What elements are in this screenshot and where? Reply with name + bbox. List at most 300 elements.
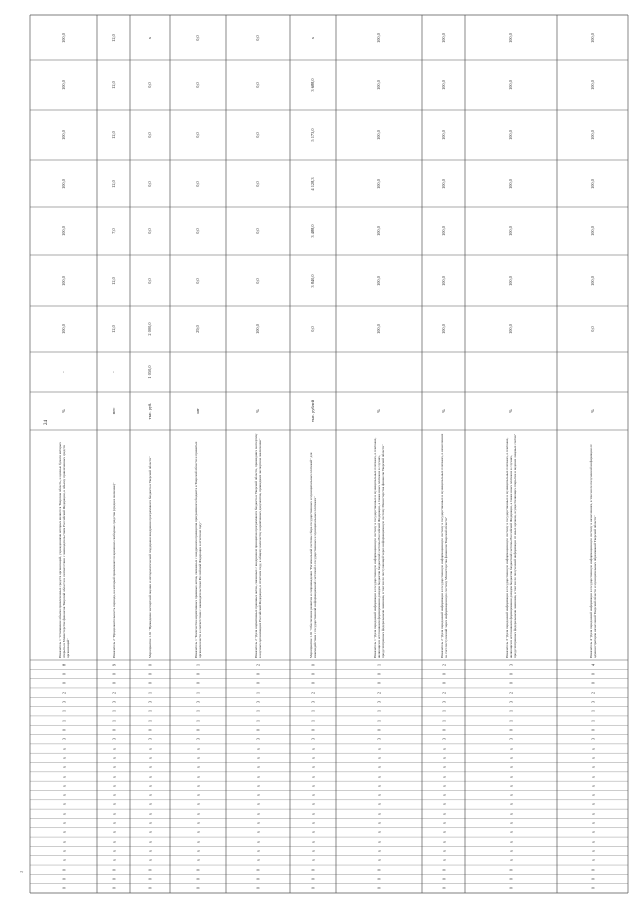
program-code-digit: 0: [195, 887, 201, 890]
year-value-cell-text: 100,0: [440, 275, 446, 286]
program-code-digit: x: [376, 756, 382, 759]
final-value-cell: [557, 15, 628, 60]
program-code-digit: 4: [590, 663, 595, 666]
year-value-cell: [557, 255, 628, 306]
year-value-cell-text: 100,0: [375, 275, 381, 286]
program-code-digit: x: [310, 840, 316, 843]
indicator-name-text: Мероприятие 1.01 "Обеспечение развития и сопровождения "Региональной системы сбора государственных и муниципальных платежей" для взаимодействия с государственной информационной системой о государственных и муниципальных платежах": [308, 452, 317, 658]
program-code-digit: 0: [376, 868, 382, 871]
program-code-digit: 0: [310, 682, 316, 685]
year-value-cell: [465, 160, 557, 207]
program-code-digit: x: [376, 766, 382, 769]
base-value-cell: [226, 352, 290, 392]
program-code-digit: x: [441, 859, 446, 862]
program-code-digit: x: [376, 784, 382, 787]
program-code-digit: 1: [195, 663, 201, 666]
indicator-name-text: Показатель 1 "Доля переданной информации в государственную информационную систему о государственных и муниципальных платежах, о платежах, являющихся источниками формирования доходов бюджетов бюджетной системы Российской Федерации, а также иных платежах в случаях, предусмотренных федеральными законами, в том числе поступающей через информационную систему Министерства финансов Тверской области": [372, 437, 386, 658]
program-code-digit: x: [195, 803, 201, 806]
year-value-cell-text: 0,0: [146, 82, 152, 88]
unit-cell: [336, 392, 422, 430]
year-value-cell-text: 100,0: [60, 178, 66, 189]
program-code-digit: x: [61, 747, 66, 750]
program-code-digit: 3: [195, 700, 201, 704]
program-code-digit: 1: [61, 710, 66, 713]
year-value-cell-text: 0,0: [194, 228, 200, 234]
program-code-digit: 0: [147, 663, 153, 666]
year-value-cell-text: 0,0: [194, 132, 200, 138]
program-code-digit: x: [255, 747, 261, 750]
program-code-digit: 3: [255, 700, 261, 704]
program-code-digit: x: [195, 840, 201, 843]
unit-cell: [290, 392, 336, 430]
year-value-cell-text: 100,0: [507, 275, 513, 286]
year-value-cell: [290, 110, 336, 160]
indicator-name-text: Показатель 4 "Доля переданной информации в государственную информационную систему о начислениях, в том числе полученной информации от администраторов начислений Тверской области и муниципальных образований Тверской области": [588, 444, 597, 658]
program-code-digit: x: [255, 794, 261, 797]
program-code-digit: x: [147, 803, 153, 806]
year-value-cell: [290, 60, 336, 110]
year-value-cell-text: 100,0: [375, 178, 381, 189]
program-code-digit: x: [441, 849, 446, 853]
program-code-digit: x: [508, 803, 514, 806]
program-code-digit: x: [147, 747, 153, 750]
final-value-cell: [30, 15, 97, 60]
year-value-cell: [336, 306, 422, 352]
unit-cell-text: тыс. руб.: [146, 402, 152, 420]
unit-cell-text: %: [507, 409, 513, 413]
year-value-cell-text: 0,0: [254, 82, 260, 88]
program-code-digit: x: [147, 840, 153, 843]
year-value-cell-text: 12,0: [110, 81, 116, 89]
year-value-cell-text: 12,0: [110, 131, 116, 139]
program-code-digit: 1: [376, 719, 382, 722]
year-value-cell-text: 100,0: [589, 80, 595, 90]
program-code-digit: x: [147, 821, 153, 825]
base-value-cell: [170, 352, 226, 392]
year-value-cell: [465, 207, 557, 255]
indicator-name: [290, 430, 336, 660]
program-code-digit: x: [590, 812, 595, 815]
program-code-digit: x: [147, 775, 153, 778]
program-code-digit: x: [255, 756, 261, 759]
base-value-cell: [465, 352, 557, 392]
program-code-digit: x: [310, 784, 316, 787]
year-value-cell-text: 0,0: [254, 132, 260, 138]
program-code-digit: 0: [376, 728, 382, 731]
program-code-digit: 0: [508, 682, 514, 685]
year-value-cell-text: 12,0: [110, 325, 116, 333]
program-code-digit: 0: [111, 877, 116, 881]
year-value-cell-text: 100,0: [507, 130, 513, 140]
program-code-digit: 3: [441, 738, 446, 741]
year-value-cell-text: 0,0: [194, 82, 200, 88]
program-code-digit: x: [61, 766, 66, 769]
program-code-digit: 0: [147, 728, 153, 731]
final-value-cell-text: 100,0: [507, 32, 513, 43]
unit-cell-text: %: [589, 409, 595, 413]
year-value-cell: [170, 306, 226, 352]
program-code-digit: 0: [61, 887, 66, 890]
program-code-digit: 3: [508, 700, 514, 704]
program-code-digit: 0: [195, 877, 201, 881]
year-value-cell: [422, 207, 465, 255]
unit-cell-text: %: [375, 409, 381, 413]
program-code-digit: 0: [590, 887, 595, 890]
year-value-cell: [465, 110, 557, 160]
unit-cell-text: %: [254, 409, 260, 413]
unit-cell: [557, 392, 628, 430]
program-code-digit: 1: [508, 719, 514, 722]
program-code-digit: x: [590, 859, 595, 862]
unit-cell-text: %: [440, 409, 446, 413]
program-code-digit: 0: [147, 877, 153, 881]
program-code-digit: 3: [376, 700, 382, 704]
program-code-digit: 0: [255, 682, 261, 685]
indicator-name-text: Показатель 2 "Доля нормативных правовых актов, связанных с внедрением принципов программного бюджета в Тверской области, прошедших экспертизу в научных организациях Российской Федерации, в отчетном году, к общему количеству нормативных документов, прошедших экспертное заключение": [253, 433, 262, 658]
program-code-digit: x: [111, 794, 116, 797]
year-value-cell-text: 29,0: [194, 325, 200, 333]
year-value-cell-text: 100,0: [440, 324, 446, 334]
program-code-digit: x: [376, 821, 382, 825]
program-code-digit: x: [255, 812, 261, 815]
program-code-digit: 3: [310, 738, 316, 741]
base-value-cell: [557, 352, 628, 392]
program-code-digit: 0: [255, 887, 261, 890]
program-code-digit: x: [590, 747, 595, 750]
year-value-cell: [170, 255, 226, 306]
program-code-digit: x: [441, 756, 446, 759]
indicator-name: [170, 430, 226, 660]
program-code-digit: x: [508, 859, 514, 862]
unit-cell-text: мес: [110, 407, 116, 415]
year-value-cell: [30, 255, 97, 306]
program-code-digit: x: [255, 803, 261, 806]
year-value-cell: [226, 207, 290, 255]
year-value-cell: [336, 60, 422, 110]
program-code-digit: x: [147, 831, 153, 834]
final-value-cell: [130, 15, 170, 60]
year-value-cell-text: 0,0: [146, 277, 152, 284]
program-code-digit: 1: [147, 691, 153, 694]
program-code-digit: 0: [590, 682, 595, 685]
program-code-digit: x: [111, 775, 116, 778]
final-value-cell: [290, 15, 336, 60]
program-code-digit: 3: [590, 700, 595, 704]
unit-cell: [30, 392, 97, 430]
program-code-digit: x: [61, 859, 66, 862]
unit-cell: [422, 392, 465, 430]
year-value-cell-text: 100,0: [254, 324, 260, 334]
year-value-cell-text: 100,0: [60, 130, 66, 140]
program-code-digit: x: [111, 859, 116, 862]
program-code-digit: x: [147, 849, 153, 853]
program-code-digit: x: [590, 849, 595, 853]
program-code-digit: 0: [441, 887, 446, 890]
year-value-cell: [557, 60, 628, 110]
program-code-digit: 0: [147, 682, 153, 685]
program-code-digit: 0: [310, 877, 316, 881]
final-value-cell-text: 12,0: [110, 33, 116, 42]
base-value-cell: [290, 352, 336, 392]
year-value-cell: [557, 110, 628, 160]
year-value-cell-text: 0,0: [254, 180, 260, 187]
program-code-digit: x: [441, 803, 446, 806]
program-code-digit: 0: [111, 728, 116, 731]
base-value-cell-text: 1 050,0: [146, 365, 152, 379]
year-value-cell: [30, 306, 97, 352]
year-value-cell: [336, 207, 422, 255]
program-code-digit: x: [590, 803, 595, 806]
year-value-cell-text: 100,0: [589, 178, 595, 189]
program-code-digit: x: [508, 812, 514, 815]
program-code-digit: 1: [310, 710, 316, 713]
program-code-digit: x: [111, 756, 116, 759]
program-code-digit: 0: [508, 868, 514, 871]
program-code-digit: 0: [508, 887, 514, 890]
year-value-cell-text: 4 128,3: [309, 176, 315, 191]
program-code-digit: x: [61, 756, 66, 759]
program-code-digit: x: [111, 840, 116, 843]
final-value-cell-text: 100,0: [589, 32, 595, 43]
program-code-digit: 1: [195, 691, 201, 694]
program-code-digit: x: [376, 831, 382, 834]
program-code-digit: x: [590, 821, 595, 825]
program-code-digit: 1: [255, 719, 261, 722]
unit-cell-text: шт: [194, 408, 200, 414]
program-code-digit: 1: [441, 710, 446, 713]
year-value-cell: [97, 255, 130, 306]
program-code-digit: 0: [255, 728, 261, 731]
program-code-digit: 0: [508, 877, 514, 881]
year-value-cell: [170, 160, 226, 207]
program-code-digit: x: [508, 747, 514, 750]
year-value-cell-text: 100,0: [589, 130, 595, 140]
program-code-digit: x: [61, 775, 66, 778]
year-value-cell: [97, 60, 130, 110]
unit-cell-text: %: [60, 409, 66, 413]
program-code-digit: x: [310, 766, 316, 769]
program-code-digit: 0: [61, 728, 66, 731]
program-code-digit: x: [590, 840, 595, 843]
program-code-digit: 1: [195, 719, 201, 722]
year-value-cell-text: 7,0: [110, 228, 116, 234]
program-code-digit: 3: [310, 700, 316, 704]
program-code-digit: 0: [310, 728, 316, 731]
program-code-digit: x: [508, 849, 514, 853]
program-code-digit: 0: [310, 663, 316, 666]
year-value-cell-text: 0,0: [254, 277, 260, 284]
year-value-cell-text: 100,0: [440, 178, 446, 189]
year-value-cell: [30, 60, 97, 110]
year-value-cell: [336, 255, 422, 306]
program-code-digit: x: [147, 794, 153, 797]
program-code-digit: 3: [61, 700, 66, 704]
program-code-digit: x: [255, 766, 261, 769]
program-code-digit: 3: [376, 738, 382, 741]
year-value-cell: [226, 110, 290, 160]
program-code-digit: x: [111, 831, 116, 834]
program-code-digit: 1: [255, 691, 261, 694]
program-code-digit: x: [590, 784, 595, 787]
program-code-digit: 0: [195, 682, 201, 685]
program-code-digit: 1: [147, 719, 153, 722]
program-code-digit: 3: [255, 738, 261, 741]
program-code-digit: x: [111, 849, 116, 853]
program-code-digit: x: [147, 784, 153, 787]
year-value-cell: [336, 160, 422, 207]
indicator-name-text: Показатель 2 "Доля переданной информации в государственную информационную систему о государственных и муниципальных платежах, о начислениях за счет поступлений через информационную систему Министерства финансов Тверской области": [439, 433, 448, 658]
program-code-digit: 1: [61, 719, 66, 722]
final-value-cell-text: x: [146, 36, 152, 39]
indicator-name: [465, 430, 557, 660]
program-code-digit: x: [61, 803, 66, 806]
program-code-digit: x: [441, 747, 446, 750]
year-value-cell: [30, 207, 97, 255]
year-value-cell: [130, 60, 170, 110]
program-code-digit: 1: [310, 719, 316, 722]
program-code-digit: 0: [310, 672, 316, 676]
program-code-digit: 0: [61, 877, 66, 881]
program-code-digit: 3: [508, 738, 514, 741]
program-code-digit: 0: [195, 672, 201, 676]
indicator-name: [130, 430, 170, 660]
program-code-digit: x: [376, 747, 382, 750]
program-code-digit: 0: [147, 868, 153, 871]
program-code-digit: x: [376, 775, 382, 778]
program-code-digit: x: [255, 775, 261, 778]
final-value-cell: [170, 15, 226, 60]
year-value-cell-text: 0,0: [309, 326, 315, 332]
program-code-digit: 0: [195, 728, 201, 731]
program-code-digit: x: [255, 840, 261, 843]
program-code-digit: 0: [590, 877, 595, 881]
indicator-name: [226, 430, 290, 660]
base-value-cell: [130, 352, 170, 392]
program-code-digit: 3: [590, 738, 595, 741]
program-code-digit: 0: [376, 682, 382, 685]
year-value-cell: [97, 110, 130, 160]
program-code-digit: 2: [376, 691, 382, 694]
year-value-cell: [226, 160, 290, 207]
year-value-cell-text: 100,0: [375, 324, 381, 334]
year-value-cell-text: 0,0: [589, 326, 595, 332]
program-code-digit: x: [590, 775, 595, 778]
program-code-digit: 0: [255, 877, 261, 881]
program-code-digit: x: [441, 821, 446, 825]
program-code-digit: 1: [255, 710, 261, 713]
program-code-digit: x: [508, 794, 514, 797]
program-code-digit: x: [310, 775, 316, 778]
program-code-digit: x: [195, 849, 201, 853]
program-code-digit: x: [195, 831, 201, 834]
year-value-cell-text: 100,0: [507, 80, 513, 90]
program-code-digit: 3: [147, 700, 153, 704]
indicator-name-text: Показатель 1 "Отношение объема привлеченных средств организаций, учреждениями которых являются Тверская область, и ценные бумаги которых открыты в Министерстве финансов Тверской области в соответствии с законодательством Российской Федерации, к объему привлеченных средств организаций": [57, 442, 70, 658]
unit-cell: [170, 392, 226, 430]
program-code-digit: 0: [111, 672, 116, 676]
year-value-cell-text: 100,0: [507, 324, 513, 334]
program-code-digit: x: [195, 821, 201, 825]
indicator-name-text: Мероприятие 1.01 "Проведение экспертной оценки и методологической поддержки внедрения программного бюджета в Тверской области": [147, 456, 152, 658]
program-code-digit: x: [255, 859, 261, 862]
page-number: 24: [44, 420, 49, 425]
year-value-cell: [290, 255, 336, 306]
program-code-digit: 3: [61, 738, 66, 741]
program-code-digit: 1: [147, 710, 153, 713]
program-code-digit: x: [376, 794, 382, 797]
year-value-cell-text: 100,0: [507, 226, 513, 236]
program-code-digit: 0: [441, 877, 446, 881]
program-code-digit: x: [310, 859, 316, 862]
program-code-digit: 0: [147, 672, 153, 676]
base-value-cell-text: -: [60, 371, 66, 373]
indicator-name: [30, 430, 97, 660]
year-value-cell: [226, 255, 290, 306]
year-value-cell: [422, 306, 465, 352]
program-code-digit: x: [61, 840, 66, 843]
program-code-digit: x: [310, 821, 316, 825]
unit-cell: [130, 392, 170, 430]
program-code-digit: x: [310, 747, 316, 750]
unit-cell: [465, 392, 557, 430]
program-code-digit: 1: [441, 719, 446, 722]
program-code-digit: 1: [195, 710, 201, 713]
program-code-digit: 0: [441, 868, 446, 871]
program-code-digit: x: [61, 784, 66, 787]
program-code-digit: 8: [61, 663, 66, 666]
program-code-digit: x: [441, 784, 446, 787]
final-value-cell-text: x: [309, 36, 315, 39]
program-code-digit: x: [441, 794, 446, 797]
program-code-digit: 0: [376, 672, 382, 676]
program-code-digit: 2: [508, 691, 514, 694]
year-value-cell-text: 100,0: [589, 275, 595, 286]
program-code-digit: x: [111, 784, 116, 787]
year-value-cell: [130, 306, 170, 352]
year-value-cell: [422, 255, 465, 306]
year-value-cell: [130, 255, 170, 306]
year-value-cell: [422, 160, 465, 207]
year-value-cell-text: 100,0: [440, 130, 446, 140]
program-code-digit: 9: [111, 663, 116, 666]
program-code-digit: x: [590, 794, 595, 797]
program-code-digit: 0: [255, 868, 261, 871]
program-code-digit: x: [508, 840, 514, 843]
year-value-cell: [557, 160, 628, 207]
program-code-digit: 2: [441, 663, 446, 666]
footer-mark: ~: [20, 870, 24, 876]
program-code-digit: 2: [310, 691, 316, 694]
program-code-digit: 3: [195, 738, 201, 741]
program-code-digit: x: [508, 784, 514, 787]
program-code-digit: x: [508, 766, 514, 769]
indicator-name: [336, 430, 422, 660]
program-code-digit: x: [147, 859, 153, 862]
year-value-cell-text: 100,0: [589, 226, 595, 236]
indicator-name-text: Показатель 3 "Доля переданной информации в государственную информационную систему о государственных и муниципальных платежах, о платежах, являющихся источниками формирования доходов бюджетов бюджетной системы Российской Федерации, а также иных платежах в случаях, предусмотренных федеральными законами, в том числе полученной информации от иных органов, осуществляющих открытие и ведение лицевых счетов": [504, 433, 518, 658]
year-value-cell: [30, 160, 97, 207]
final-value-cell: [226, 15, 290, 60]
year-value-cell: [226, 60, 290, 110]
program-code-digit: 1: [376, 710, 382, 713]
year-value-cell: [130, 207, 170, 255]
program-code-digit: x: [441, 766, 446, 769]
program-code-digit: x: [590, 766, 595, 769]
program-code-digit: x: [147, 766, 153, 769]
year-value-cell-text: 2 000,0: [146, 322, 152, 336]
year-value-cell-text: 100,0: [60, 80, 66, 90]
program-code-digit: 0: [111, 887, 116, 890]
